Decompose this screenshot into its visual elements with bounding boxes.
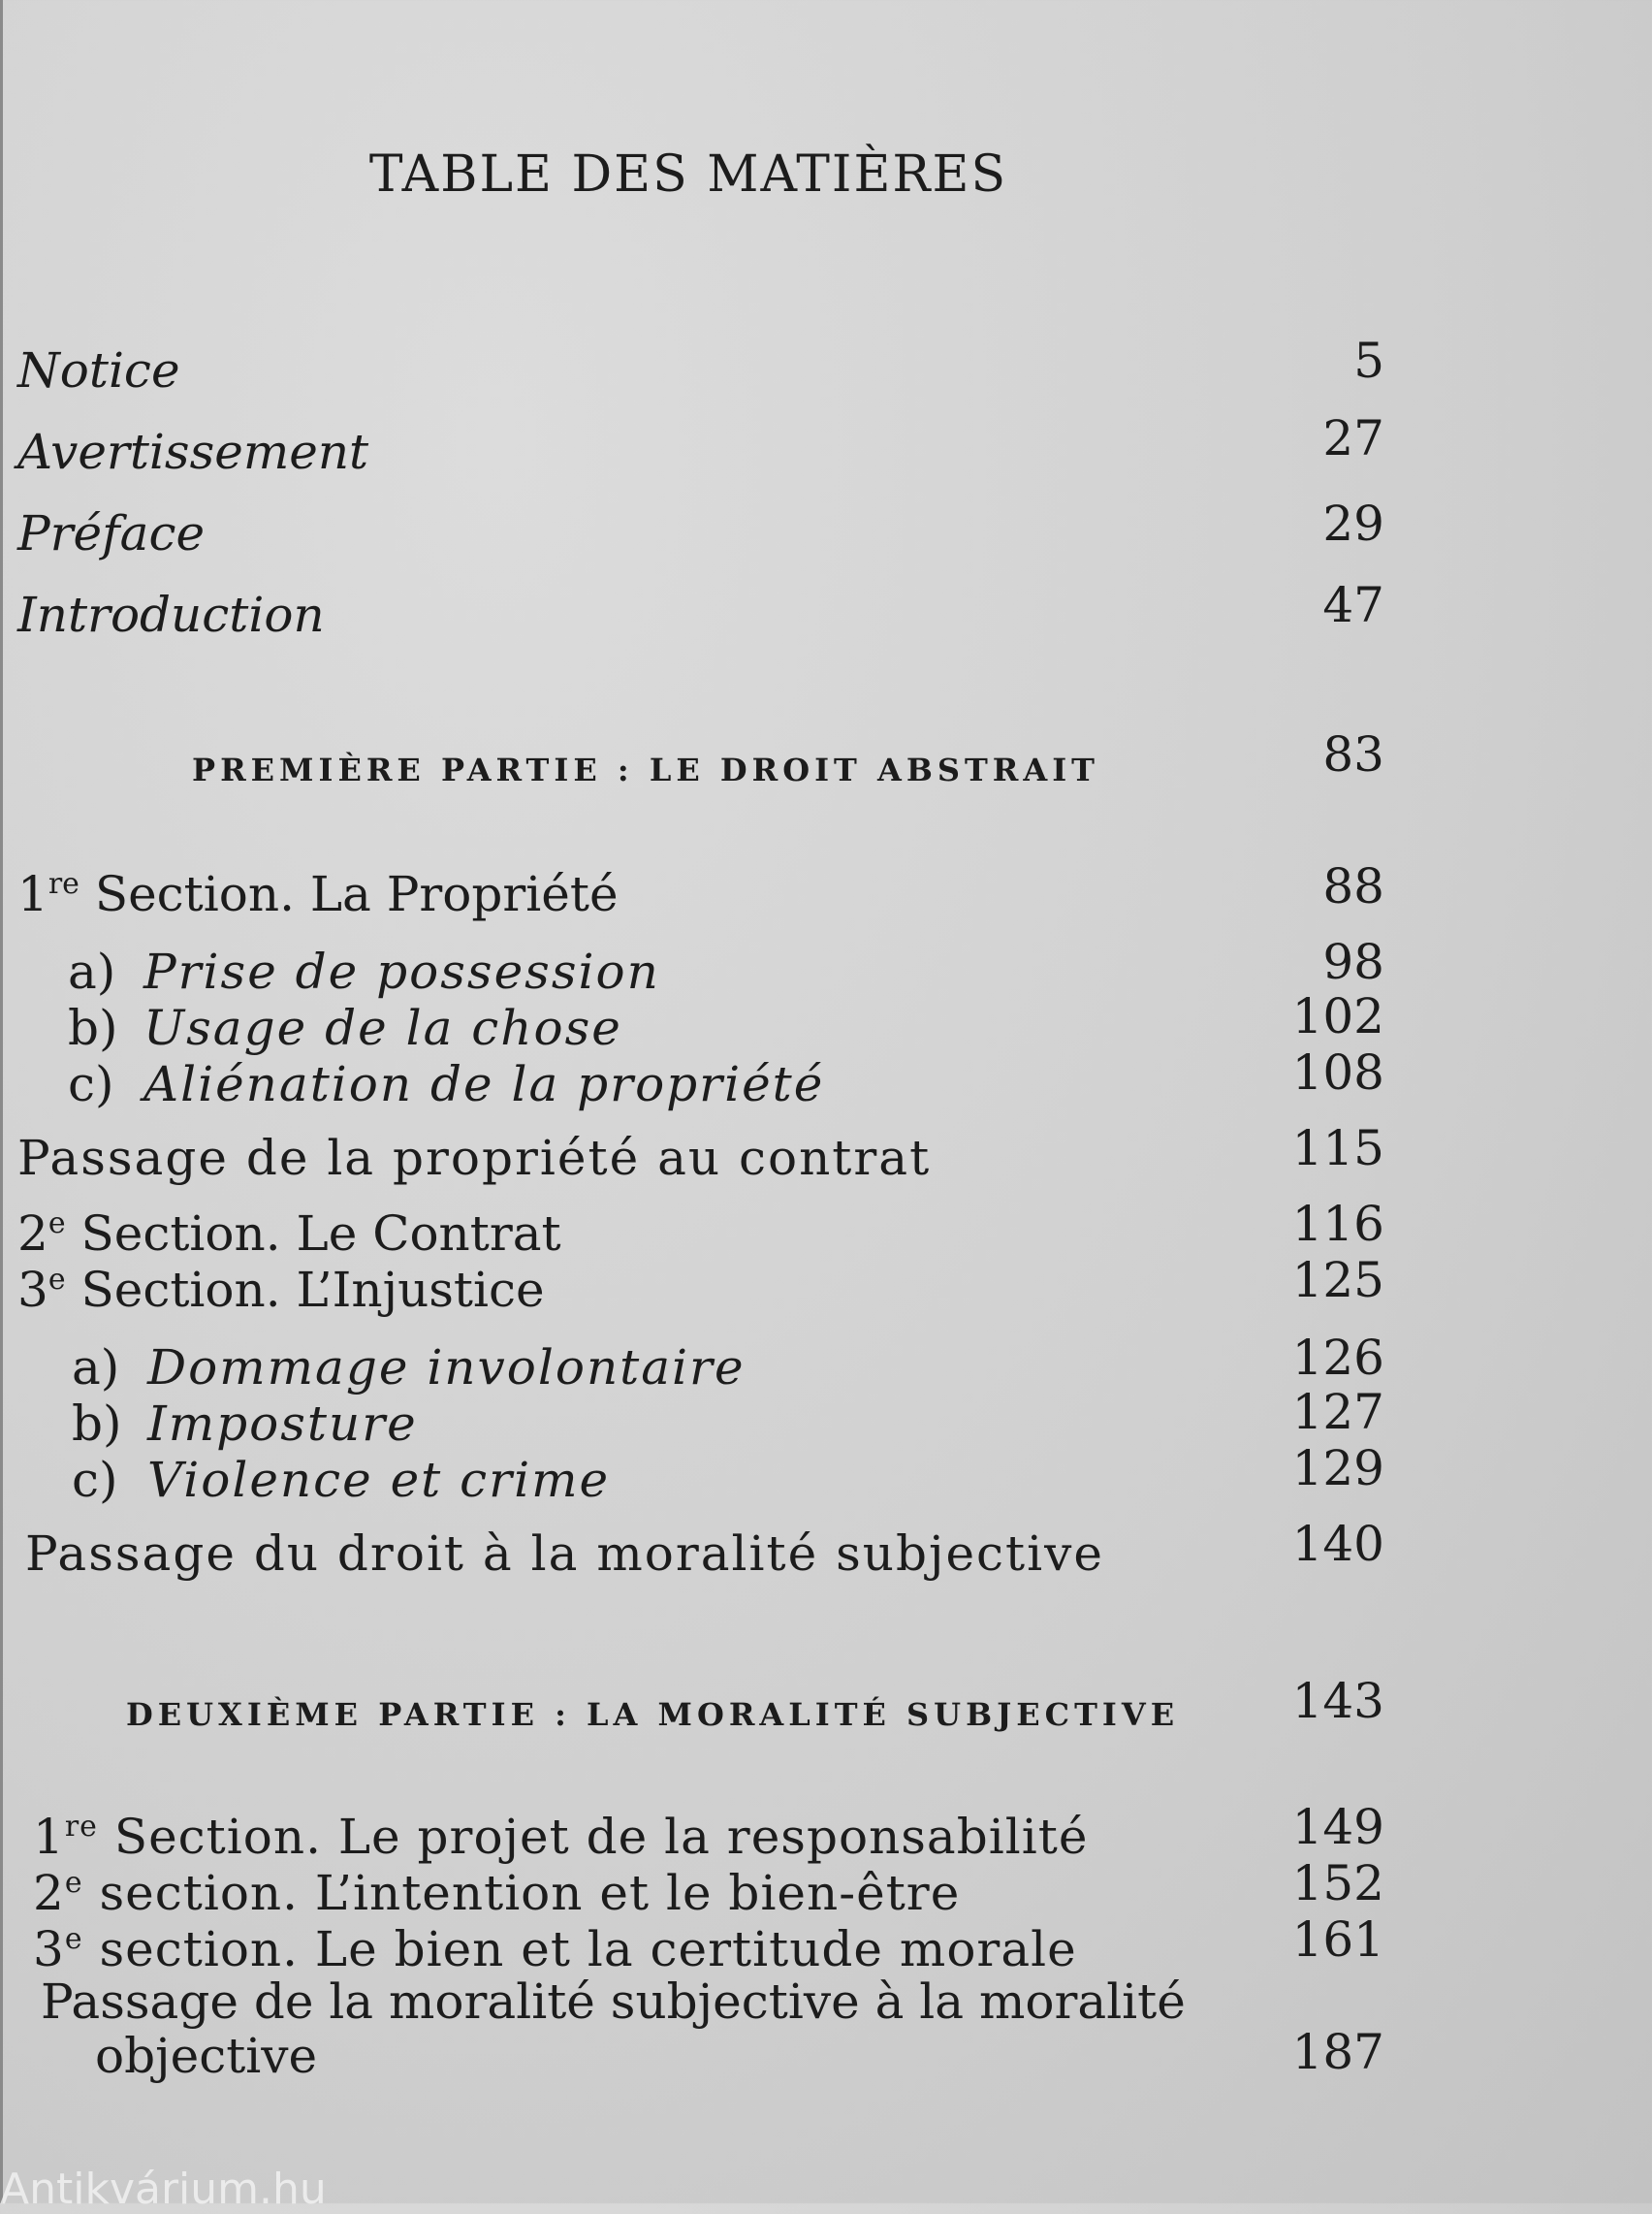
passage-label-line2: objective (95, 2028, 318, 2084)
entry-page: 126 (1291, 1330, 1384, 1386)
passage-label: Passage du droit à la moralité subjective (25, 1525, 1104, 1582)
section-label: 1re Section. La Propriété (17, 866, 619, 922)
entry-page: 47 (1322, 577, 1384, 633)
passage-label: Passage de la propriété au contrat (17, 1130, 932, 1186)
watermark: Antikvárium.hu (0, 2165, 327, 2214)
passage-label-line1: Passage de la moralité subjective à la moralité (41, 1973, 1186, 2030)
passage-droit-moralite (0, 1516, 1652, 1582)
entry-page: 129 (1291, 1440, 1384, 1496)
subsection-marker: b) (68, 1000, 118, 1056)
entry-label: Avertissement (17, 424, 369, 480)
entry-page: 115 (1291, 1120, 1384, 1176)
section-1-propriete (0, 858, 1652, 922)
page-title: TABLE DES MATIÈRES (368, 145, 1008, 204)
entry-page: 116 (1291, 1196, 1384, 1252)
section-label: 3e Section. L’Injustice (17, 1262, 545, 1318)
entry-page: 140 (1291, 1516, 1384, 1572)
entry-page: 125 (1291, 1252, 1384, 1308)
section-label: 2e section. L’intention et le bien-être (33, 1865, 961, 1921)
part-heading-2 (0, 1673, 1652, 1733)
entry-page: 27 (1322, 410, 1384, 466)
part-title: PREMIÈRE PARTIE : LE DROIT ABSTRAIT (192, 752, 1099, 788)
subsection-label: Dommage involontaire (147, 1339, 746, 1396)
entry-page: 29 (1322, 496, 1384, 552)
subsection-label: Imposture (147, 1396, 418, 1452)
section-label: 2e Section. Le Contrat (17, 1205, 561, 1262)
section-3-injustice (0, 1252, 1652, 1318)
entry-label: Préface (17, 505, 206, 562)
subsection-label: Aliénation de la propriété (143, 1056, 825, 1112)
entry-label: Notice (17, 342, 180, 399)
entry-page: 187 (1291, 2024, 1384, 2080)
subsection-label: Violence et crime (147, 1452, 611, 1508)
entry-page: 5 (1353, 333, 1384, 389)
subsection-marker: c) (72, 1452, 118, 1508)
entry-label: Introduction (17, 587, 325, 643)
part-page: 83 (1322, 726, 1384, 783)
passage-moralite-objective-cont (0, 2024, 1652, 2084)
part-title: DEUXIÈME PARTIE : LA MORALITÉ SUBJECTIVE (126, 1696, 1180, 1733)
subsection-c (0, 1044, 1652, 1112)
subsection-marker: b) (72, 1396, 122, 1452)
entry-page: 108 (1291, 1044, 1384, 1101)
section-label: 3e section. Le bien et la certitude morale (33, 1921, 1077, 1977)
subsection-label: Prise de possession (143, 944, 660, 1000)
subsection-marker: a) (68, 944, 116, 1000)
part-page: 143 (1291, 1673, 1384, 1729)
subsection-marker: a) (72, 1339, 120, 1396)
toc-entry-notice (0, 333, 1652, 399)
entry-page: 98 (1322, 934, 1384, 990)
toc-entry-introduction (0, 577, 1652, 643)
page-edge (0, 0, 3, 2203)
subsection-c (0, 1440, 1652, 1508)
passage-propriete-contrat (0, 1120, 1652, 1186)
section-label: 1re Section. Le projet de la responsabilité (33, 1809, 1089, 1865)
subsection-label: Usage de la chose (143, 1000, 622, 1056)
toc-entry-avertissement (0, 410, 1652, 480)
entry-page: 102 (1291, 988, 1384, 1044)
entry-page: 127 (1291, 1384, 1384, 1440)
entry-page: 152 (1291, 1855, 1384, 1911)
toc-entry-preface (0, 496, 1652, 562)
entry-page: 149 (1291, 1799, 1384, 1855)
part-heading-1 (0, 726, 1652, 788)
entry-page: 88 (1322, 858, 1384, 914)
subsection-marker: c) (68, 1056, 114, 1112)
entry-page: 161 (1291, 1911, 1384, 1968)
